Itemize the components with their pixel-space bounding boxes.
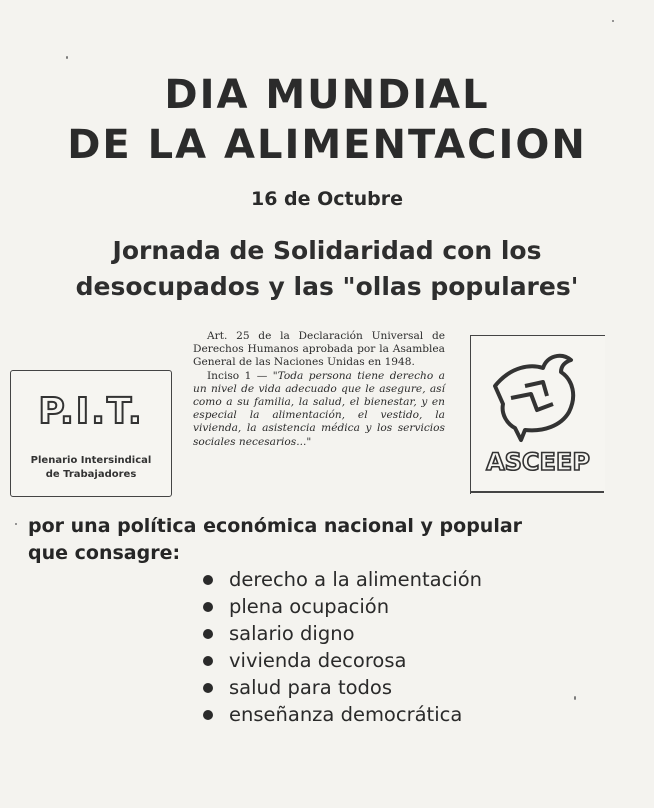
subtitle-line-1: Jornada de Solidaridad con los [112,236,542,265]
list-item: derecho a la alimentación [203,566,482,593]
asceep-logo-box [470,335,605,494]
title-line-1: DIA MUNDIAL [164,72,490,118]
asceep-box-bottom-rule [470,491,604,493]
statement-line-1: por una política económica nacional y popular [28,515,523,537]
print-speck [66,56,68,59]
list-item: salario digno [203,620,482,647]
bullet-icon [203,710,213,720]
inciso-label: Inciso 1 — [207,369,268,382]
list-item: vivienda decorosa [203,647,482,674]
inciso-quote: "Toda persona tiene derecho a un nivel de vida adecuado que le asegure, así como a su familia, la salud, el bienestar, y en especial la alimentación, el vestido, la vivienda, la asistencia médica y los servicios sociales necesarios..." [193,369,445,448]
asceep-logo-text: ASCEEP [486,448,590,476]
pit-name-line-1: Plenario Intersindical [30,455,152,466]
print-speck [612,20,614,22]
article-text [193,330,445,449]
bullet-icon [203,629,213,639]
print-speck [574,696,576,700]
demands-list [203,566,482,728]
list-item: plena ocupación [203,593,482,620]
list-item: enseñanza democrática [203,701,482,728]
bullet-icon [203,683,213,693]
article-intro: Art. 25 de la Declaración Universal de Derechos Humanos aprobada por la Asamblea General de las Naciones Unidas en 1948. [193,330,445,369]
pit-name-line-2: de Trabajadores [45,469,137,480]
list-item: salud para todos [203,674,482,701]
title-line-2: DE LA ALIMENTACION [67,122,587,168]
bullet-icon [203,602,213,612]
print-speck [15,523,17,525]
subtitle-line-2: desocupados y las "ollas populares' [75,272,579,301]
dove-icon [481,346,593,446]
bullet-icon [203,656,213,666]
bullet-icon [203,575,213,585]
pit-logo-box [10,370,172,497]
statement-line-2: que consagre: [28,542,181,564]
article-inciso [193,370,445,449]
event-date: 16 de Octubre [250,188,404,210]
pit-logo: P.I.T. [38,391,144,432]
